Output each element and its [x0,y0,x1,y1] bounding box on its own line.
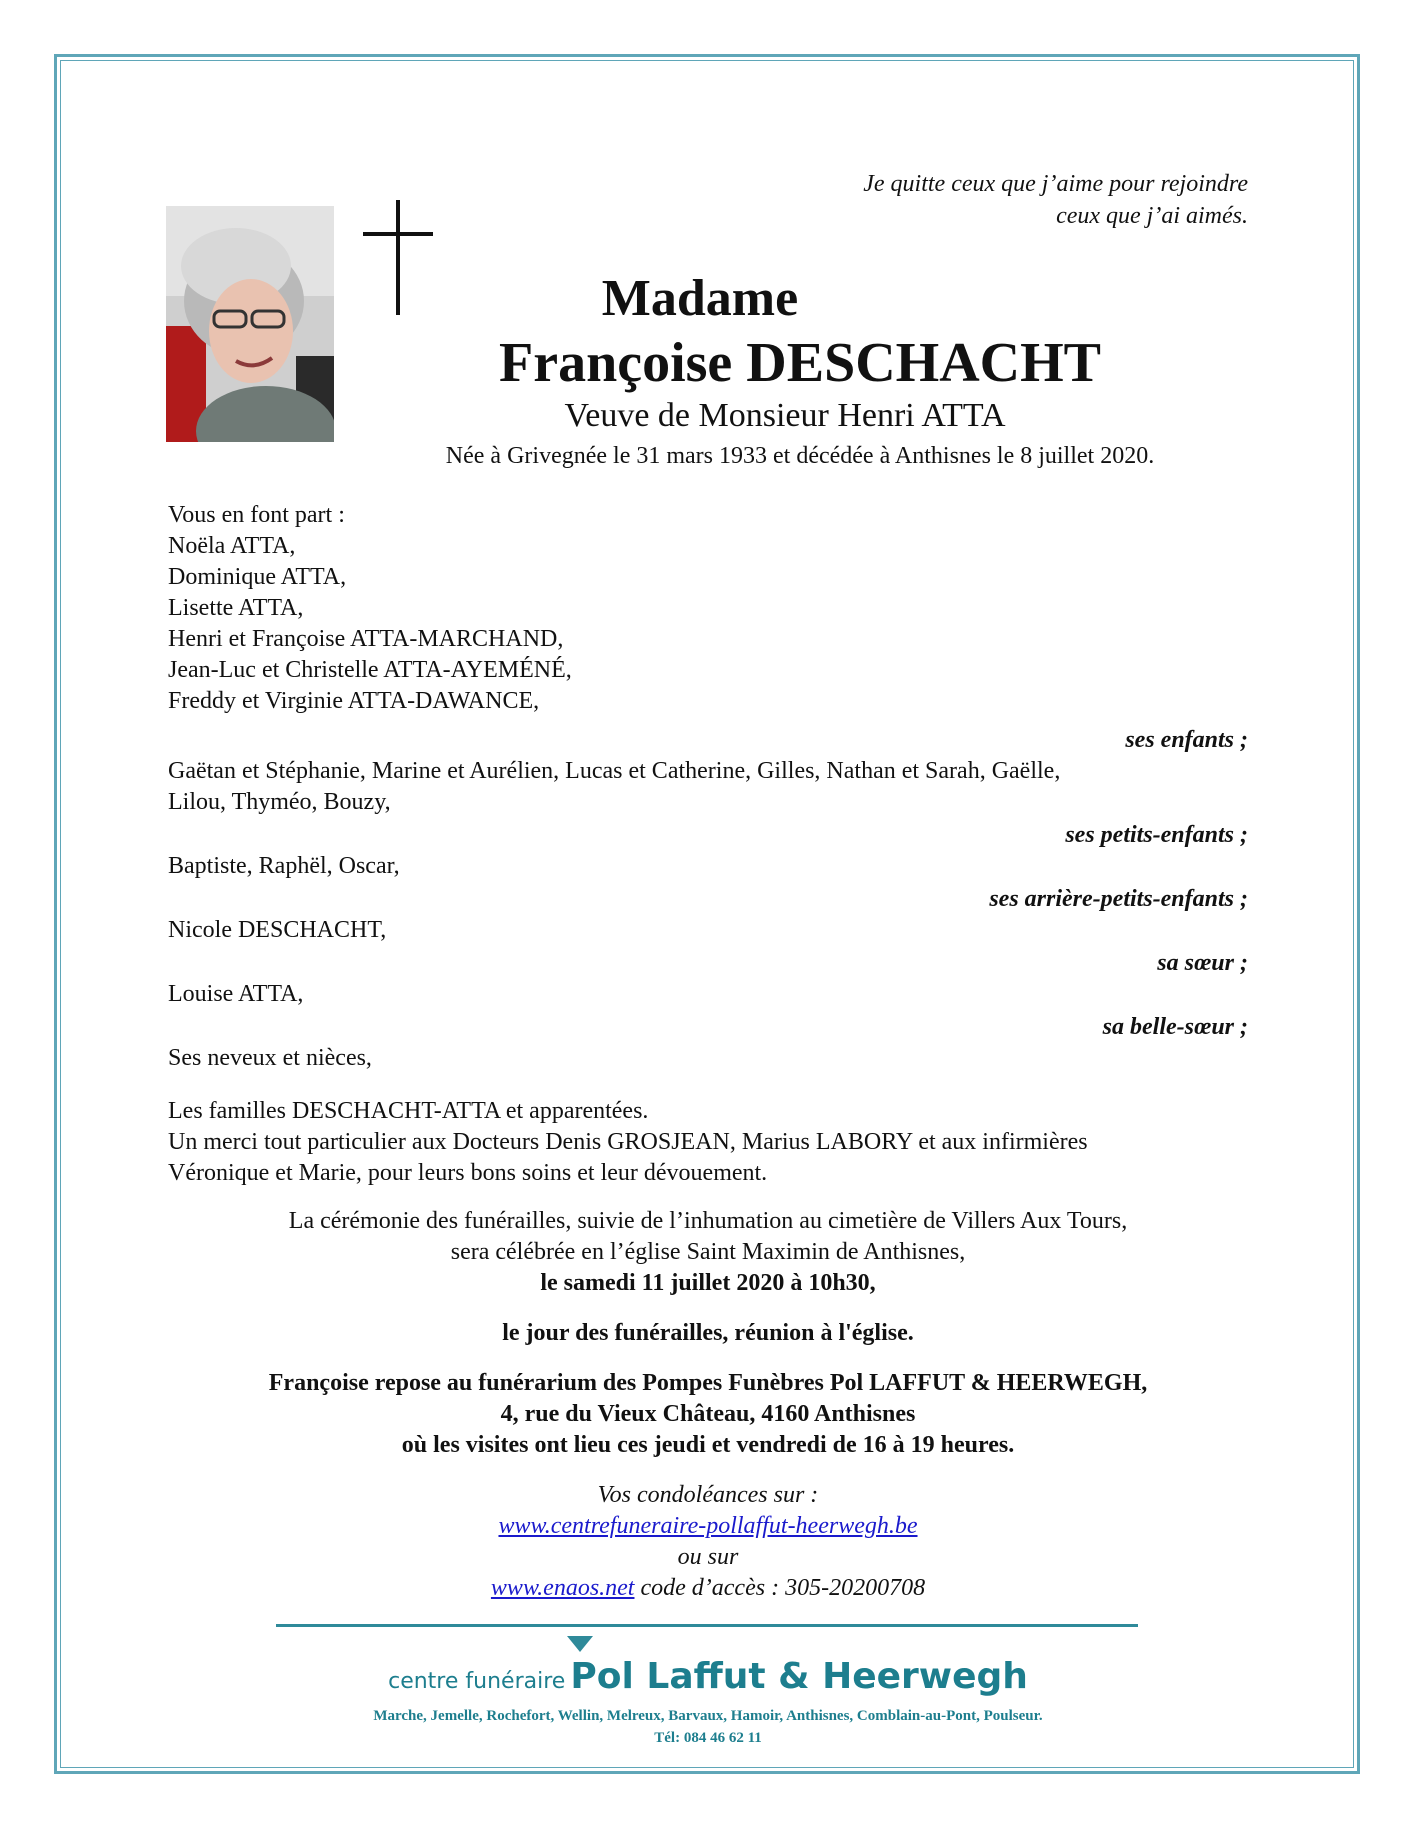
ceremony-line-2: sera célébrée en l’église Saint Maximin de Anthisnes, [450,1239,966,1265]
sister: Nicole DESCHACHT, [168,917,387,943]
child-3: Lisette ATTA, [168,595,304,621]
repose-line-3: où les visites ont lieu ces jeudi et vendredi de 16 à 19 heures. [401,1432,1015,1458]
family-intro: Vous en font part : [168,502,345,528]
widow-line: Veuve de Monsieur Henri ATTA [564,397,1006,434]
deceased-name: Françoise DESCHACHT [499,332,1101,394]
child-4: Henri et Françoise ATTA-MARCHAND, [168,626,564,652]
sister-in-law: Louise ATTA, [168,981,304,1007]
footer-towns: Marche, Jemelle, Rochefort, Wellin, Melreux, Barvaux, Hamoir, Anthisnes, Comblain-au-Pont, Poulseur. [373,1708,1043,1724]
condolences-link-1-row [100,1511,1316,1542]
condolences-intro: Vos condoléances sur : [597,1482,819,1508]
repose-line-2: 4, rue du Vieux Château, 4160 Anthisnes [500,1401,916,1427]
thanks-line-2: Véronique et Marie, pour leurs bons soins et leur dévouement. [168,1160,768,1186]
great-grandchildren: Baptiste, Raphël, Oscar, [168,853,400,879]
repose-line-1: Françoise repose au funérarium des Pompes Funèbres Pol LAFFUT & HEERWEGH, [268,1370,1148,1396]
meeting-info: le jour des funérailles, réunion à l'église. [502,1320,914,1346]
grandchildren-line-1: Gaëtan et Stéphanie, Marine et Aurélien, Lucas et Catherine, Gilles, Nathan et Sarah, Gaëlle, [168,758,1061,784]
child-5: Jean-Luc et Christelle ATTA-AYEMÉNÉ, [168,657,572,683]
grandchildren-label: ses petits-enfants ; [1065,822,1248,848]
condolences-link-2[interactable]: www.enaos.net [490,1575,635,1601]
thanks-line-1: Un merci tout particulier aux Docteurs Denis GROSJEAN, Marius LABORY et aux infirmières [168,1129,1088,1155]
child-6: Freddy et Virginie ATTA-DAWANCE, [168,688,540,714]
sister-in-law-label: sa belle-sœur ; [1102,1014,1248,1040]
child-1: Noëla ATTA, [168,533,296,559]
ceremony-line-1: La cérémonie des funérailles, suivie de l’inhumation au cimetière de Villers Aux Tours, [288,1208,1128,1234]
logo-big-text: Pol Laffut & Heerwegh [570,1656,1028,1697]
footer-phone: Tél: 084 46 62 11 [654,1730,762,1746]
footer-divider [276,1624,1138,1627]
funeral-home-logo [278,1656,1138,1697]
families: Les familles DESCHACHT-ATTA et apparentées. [168,1098,649,1124]
child-2: Dominique ATTA, [168,564,347,590]
epitaph-quote [863,168,1248,232]
sister-label: sa sœur ; [1157,950,1248,976]
condolences-link-2-row [100,1573,1316,1604]
quote-line-2: ceux que j’ai aimés. [1056,203,1248,229]
logo-small-text: centre funéraire [388,1669,566,1694]
condolences-or: ou sur [677,1544,739,1570]
grandchildren-line-2: Lilou, Thyméo, Bouzy, [168,789,391,815]
title-madame: Madame [601,270,799,327]
children-label: ses enfants ; [1125,727,1248,753]
nephews: Ses neveux et nièces, [168,1045,372,1071]
birth-death-line: Née à Grivegnée le 31 mars 1933 et décédée à Anthisnes le 8 juillet 2020. [445,443,1155,469]
great-grandchildren-label: ses arrière-petits-enfants ; [989,886,1248,912]
logo-triangle-icon [567,1636,593,1652]
condolences-link-1[interactable]: www.centrefuneraire-pollaffut-heerwegh.be [498,1513,918,1539]
quote-line-1: Je quitte ceux que j’aime pour rejoindre [863,171,1248,197]
access-code: code d’accès : 305-20200708 [634,1575,926,1601]
ceremony-date: le samedi 11 juillet 2020 à 10h30, [540,1270,876,1296]
